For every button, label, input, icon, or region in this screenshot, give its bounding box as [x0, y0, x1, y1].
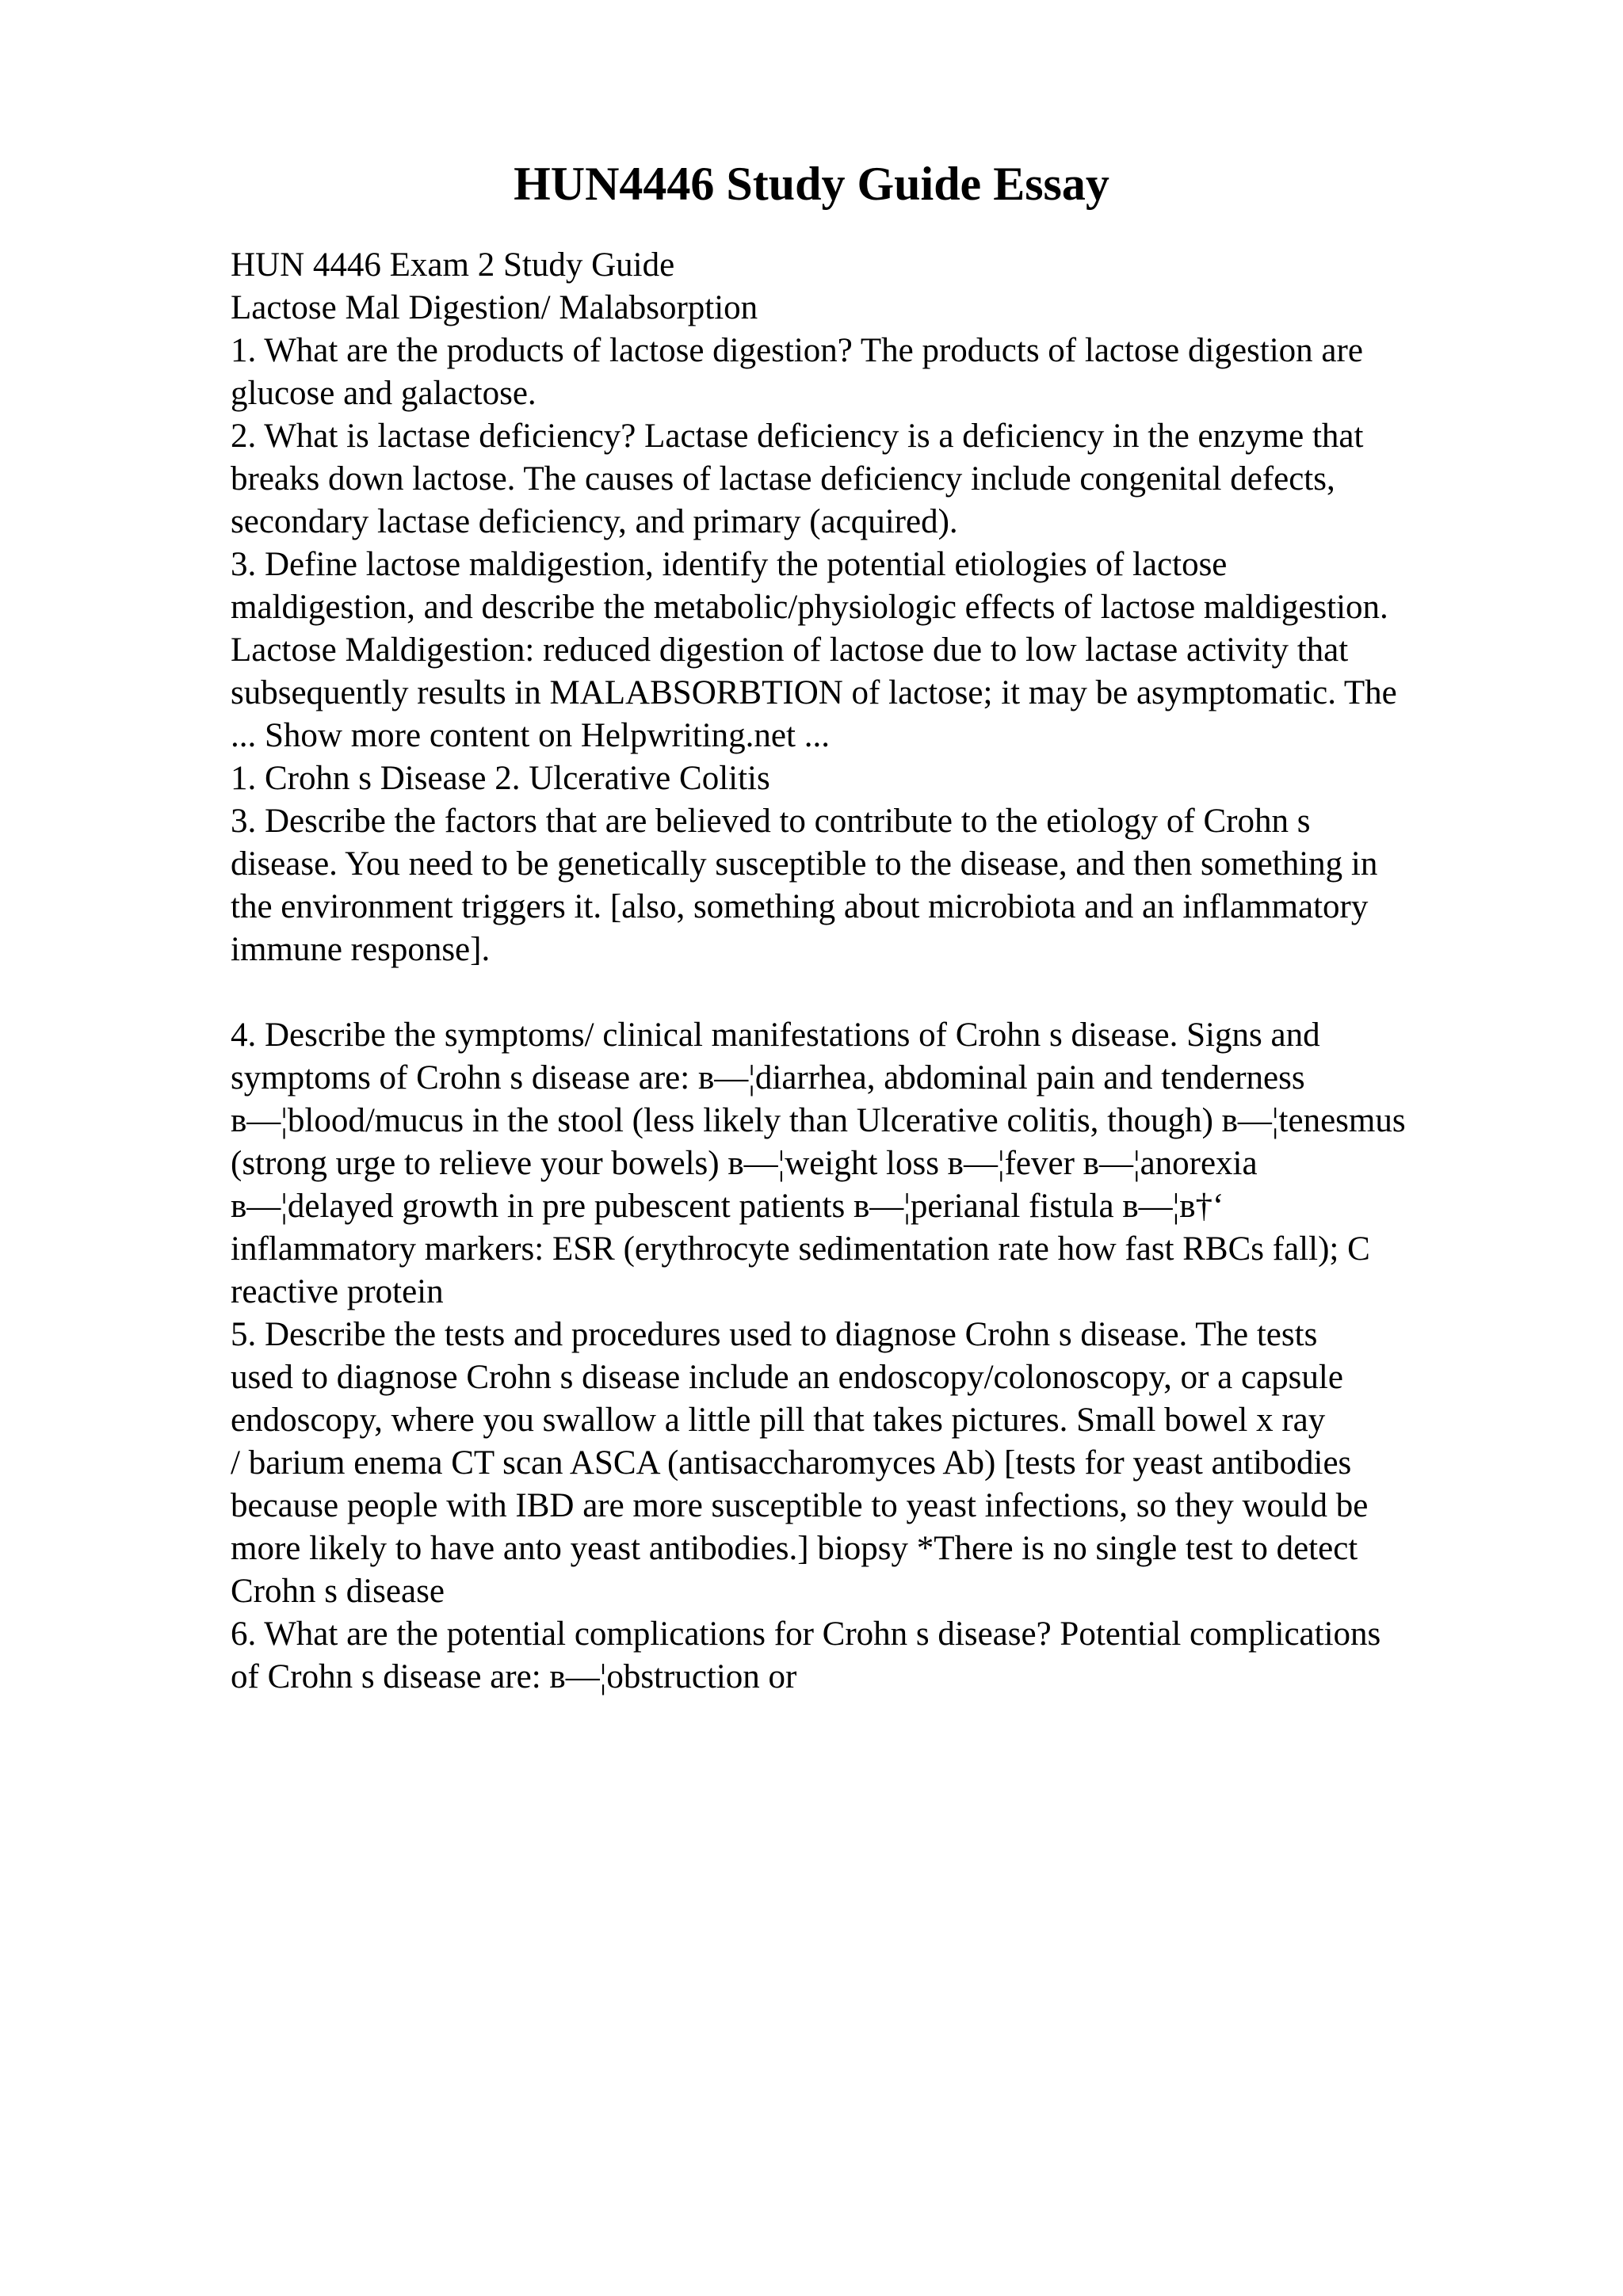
text-line: glucose and galactose.: [231, 375, 537, 412]
text-line: breaks down lactose. The causes of lactase deficiency include congenital defects,: [231, 460, 1335, 498]
text-line: 4. Describe the symptoms/ clinical manifestations of Crohn s disease. Signs and: [231, 1016, 1320, 1054]
text-line: HUN 4446 Exam 2 Study Guide: [231, 246, 675, 284]
show-more-line: ... Show more content on Helpwriting.net ...: [231, 717, 830, 754]
text-line: в—¦blood/mucus in the stool (less likely than Ulcerative colitis, though) в—¦tenesmus: [231, 1102, 1406, 1139]
document-body: [231, 244, 1514, 1699]
text-line: disease. You need to be genetically susceptible to the disease, and then something in: [231, 845, 1378, 883]
document-title: HUN4446 Study Guide Essay: [514, 158, 1109, 210]
paragraph-gap: [231, 971, 1514, 1014]
text-line: 3. Describe the factors that are believed to contribute to the etiology of Crohn s: [231, 803, 1311, 840]
text-line: endoscopy, where you swallow a little pill that takes pictures. Small bowel x ray: [231, 1402, 1326, 1439]
text-line: Crohn s disease: [231, 1573, 445, 1610]
text-line: secondary lactase deficiency, and primary (acquired).: [231, 503, 958, 540]
text-line: 3. Define lactose maldigestion, identify the potential etiologies of lactose: [231, 546, 1228, 583]
text-line: because people with IBD are more susceptible to yeast infections, so they would be: [231, 1487, 1369, 1524]
text-line: 1. What are the products of lactose digestion? The products of lactose digestion are: [231, 332, 1363, 369]
text-line: used to diagnose Crohn s disease include an endoscopy/colonoscopy, or a capsule: [231, 1359, 1343, 1396]
text-line: of Crohn s disease are: в—¦obstruction or: [231, 1658, 797, 1695]
text-line: the environment triggers it. [also, something about microbiota and an inflammatory: [231, 888, 1369, 925]
text-line: / barium enema CT scan ASCA (antisaccharomyces Ab) [tests for yeast antibodies: [231, 1444, 1352, 1482]
text-line: Lactose Maldigestion: reduced digestion of lactose due to low lactase activity that: [231, 631, 1349, 669]
text-line: в—¦delayed growth in pre pubescent patients в—¦perianal fistula в—¦в†‘: [231, 1188, 1224, 1225]
text-line: 6. What are the potential complications for Crohn s disease? Potential complications: [231, 1615, 1381, 1653]
text-line: maldigestion, and describe the metabolic/physiologic effects of lactose maldigestion.: [231, 589, 1388, 626]
text-line: (strong urge to relieve your bowels) в—¦weight loss в—¦fever в—¦anorexia: [231, 1145, 1258, 1182]
text-line: Lactose Mal Digestion/ Malabsorption: [231, 289, 758, 326]
text-line: 5. Describe the tests and procedures used to diagnose Crohn s disease. The tests: [231, 1316, 1318, 1353]
text-line: more likely to have anto yeast antibodies.] biopsy *There is no single test to detect: [231, 1530, 1358, 1567]
text-line: 2. What is lactase deficiency? Lactase deficiency is a deficiency in the enzyme that: [231, 418, 1364, 455]
text-line: subsequently results in MALABSORBTION of lactose; it may be asymptomatic. The: [231, 674, 1397, 711]
text-line: 1. Crohn s Disease 2. Ulcerative Colitis: [231, 760, 770, 797]
text-line: symptoms of Crohn s disease are: в—¦diarrhea, abdominal pain and tenderness: [231, 1059, 1305, 1097]
text-line: inflammatory markers: ESR (erythrocyte sedimentation rate how fast RBCs fall); C: [231, 1230, 1370, 1268]
text-line: reactive protein: [231, 1273, 444, 1310]
text-line: immune response].: [231, 931, 491, 968]
